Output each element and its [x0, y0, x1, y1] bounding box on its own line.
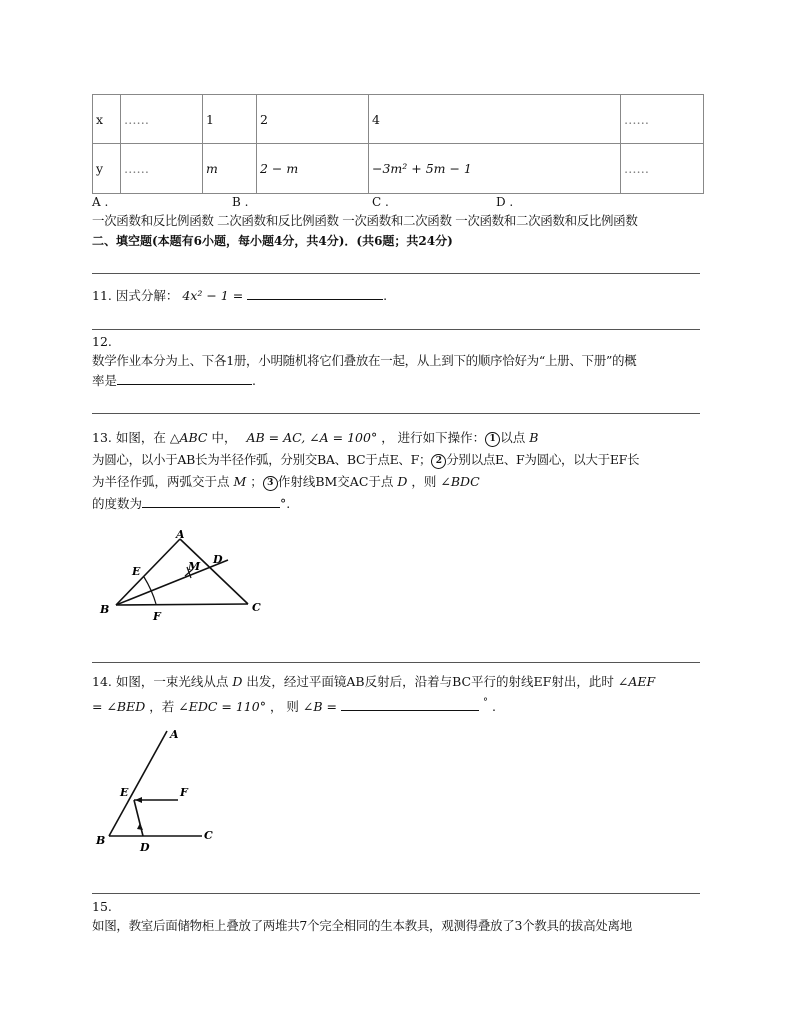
q13-line2: [92, 450, 639, 469]
degree-sign: °: [483, 697, 488, 708]
answer-blank[interactable]: [142, 495, 280, 508]
option-text: 一次函数和反比例函数 二次函数和反比例函数 一次函数和二次函数 一次函数和二次函数和反比例函数: [92, 213, 638, 228]
label-d: D: [213, 553, 223, 566]
q13-number: 13. 如图，在: [92, 430, 166, 445]
table-cell: ……: [121, 144, 203, 194]
step-1-marker: 1: [485, 432, 500, 447]
ask-angle: ∠B =: [302, 699, 338, 714]
q12-line1: 数学作业本分为上、下各1册，小明随机将它们叠放在一起，从上到下的顺序恰好为“上册、下册”的概: [92, 353, 637, 368]
table-cell: −3m² + 5m − 1: [369, 144, 621, 194]
divider: [92, 662, 700, 663]
table-cell: y: [93, 144, 121, 194]
label-m: M: [188, 560, 201, 573]
divider: [92, 329, 700, 330]
q12-number: 12.: [92, 334, 112, 349]
option-b[interactable]: B .: [232, 195, 249, 209]
section-heading: 二、填空题(本题有6小题，每小题4分，共4分)．(共6题；共24分): [92, 234, 453, 248]
label-f: F: [180, 786, 188, 799]
q13-line2-text: 为圆心，以小于AB长为半径作弧，分别交BA、BC于点E、F；: [92, 452, 432, 467]
divider: [92, 893, 700, 894]
q12-end: .: [252, 373, 256, 388]
answer-blank[interactable]: [247, 287, 383, 300]
step-3-marker: 3: [263, 476, 278, 491]
table-cell: ……: [621, 144, 704, 194]
option-d[interactable]: D .: [496, 195, 514, 209]
table-cell: m: [203, 144, 257, 194]
q13-line3-pre: 为半径作弧，两弧交于点: [92, 474, 230, 489]
point-b: B: [529, 430, 539, 445]
question-11: [92, 286, 387, 304]
label-c: C: [252, 601, 261, 614]
table-cell: 4: [369, 95, 621, 144]
point-d: D: [232, 674, 243, 689]
table-cell: ……: [621, 95, 704, 144]
q14-end: .: [491, 699, 496, 714]
point-d: D: [397, 474, 408, 489]
table-row: [93, 144, 704, 194]
q13-step3: 作射线BM交AC于点: [277, 474, 394, 489]
q14-mid1: ，若: [149, 699, 175, 714]
value-table: [92, 94, 704, 194]
table-cell: 2: [257, 95, 369, 144]
table-cell: x: [93, 95, 121, 144]
q13-condition: AB = AC, ∠A = 100°: [246, 430, 378, 445]
q11-end: .: [383, 288, 388, 303]
mirror-figure: [92, 726, 222, 856]
q13-line4-pre: 的度数为: [92, 496, 143, 511]
answer-blank[interactable]: [117, 372, 252, 385]
table-cell: ……: [121, 95, 203, 144]
q13-mid: 中，: [211, 430, 237, 445]
q12-line2: [92, 371, 256, 389]
q12-prefix: 率是: [92, 373, 118, 388]
q11-number: 11. 因式分解：: [92, 288, 179, 303]
angle-bed: = ∠BED: [92, 699, 146, 714]
divider: [92, 413, 700, 414]
table-cell: 2 − m: [257, 144, 369, 194]
q14-line2: [92, 697, 496, 715]
q15-line1: 如图，教室后面储物柜上叠放了两堆共7个完全相同的生本教具，观测得叠放了3个教具的拔高处离地: [92, 918, 632, 933]
given-angle: ∠EDC = 110°: [178, 699, 266, 714]
q11-expression: 4x² − 1 =: [182, 288, 244, 303]
q14-mid: 出发，经过平面镜AB反射后，沿着与BC平行的射线EF射出，此时: [246, 674, 614, 689]
point-m: M: [233, 474, 247, 489]
label-e: E: [120, 786, 129, 799]
step-2-marker: 2: [431, 454, 446, 469]
label-a: A: [170, 728, 179, 741]
q13-triangle: △ABC: [169, 430, 208, 445]
label-a: A: [176, 528, 185, 541]
q14-line1: [92, 672, 655, 690]
q14-pre: 14. 如图，一束光线从点: [92, 674, 229, 689]
label-b: B: [96, 834, 106, 847]
table-cell: 1: [203, 95, 257, 144]
q13-line3: [92, 472, 480, 491]
label-c: C: [204, 829, 213, 842]
label-b: B: [100, 603, 110, 616]
q14-mid2: ， 则: [269, 699, 299, 714]
table-row: [93, 95, 704, 144]
q13-line1: [92, 428, 538, 447]
q13-step2: 分别以点E、F为圆心，以大于EF长: [446, 452, 640, 467]
q13-line3-mid: ；: [250, 474, 263, 489]
q15-number: 15.: [92, 899, 112, 914]
option-c[interactable]: C .: [372, 195, 389, 209]
option-letters: [92, 195, 702, 209]
answer-blank[interactable]: [341, 698, 479, 711]
q13-line4-end: °.: [280, 496, 291, 511]
q13-step1: 以点: [500, 430, 526, 445]
label-f: F: [153, 610, 161, 623]
label-d: D: [140, 841, 150, 854]
angle-aef: ∠AEF: [617, 674, 656, 689]
q13-line3-end: ，则: [411, 474, 437, 489]
angle-bdc: ∠BDC: [440, 474, 480, 489]
triangle-figure: [92, 526, 272, 626]
divider: [92, 273, 700, 274]
q13-line4: [92, 494, 290, 512]
q13-after: ， 进行如下操作：: [381, 430, 486, 445]
option-a[interactable]: A .: [92, 195, 109, 209]
label-e: E: [132, 565, 141, 578]
